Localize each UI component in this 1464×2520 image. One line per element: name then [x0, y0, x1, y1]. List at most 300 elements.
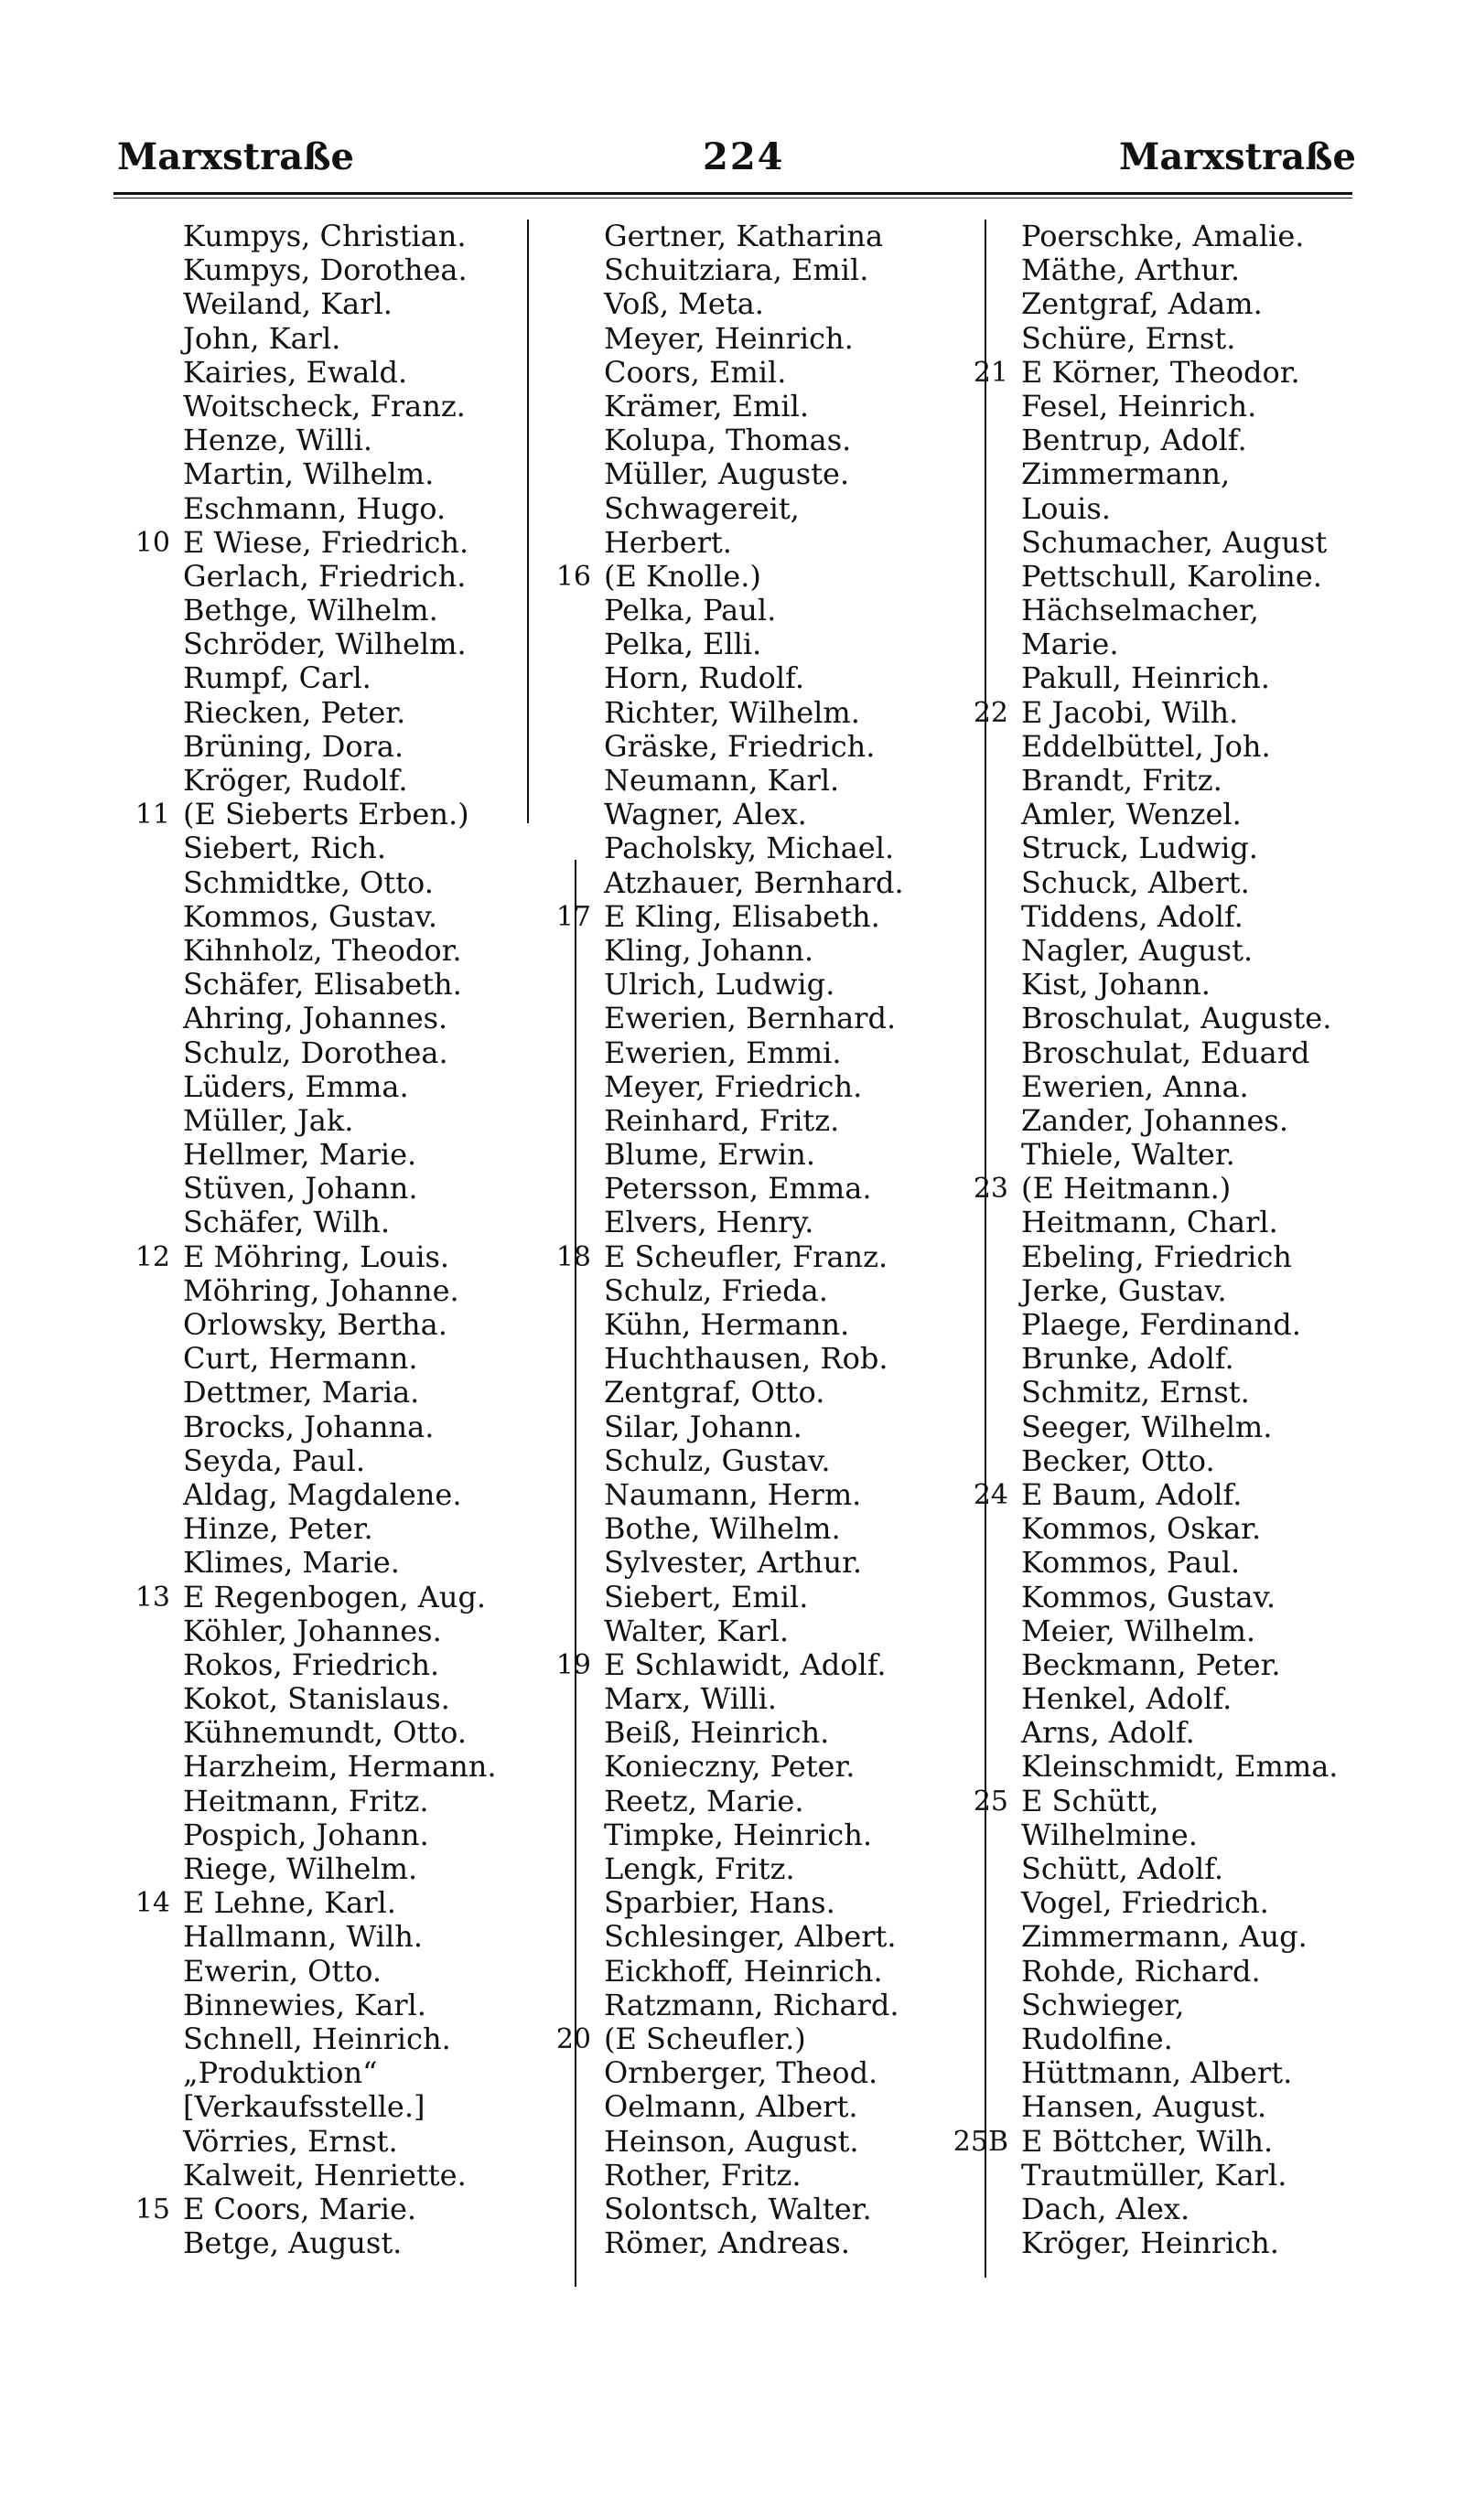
directory-entry: [183, 1274, 497, 1308]
resident-name: Schäfer, Elisabeth.: [183, 967, 462, 1003]
resident-name: Bentrup, Adolf.: [1021, 423, 1247, 458]
directory-entry: [604, 457, 904, 491]
directory-entry: [1021, 1308, 1338, 1342]
resident-name: Pettschull, Karoline.: [1021, 558, 1322, 594]
directory-entry: [1021, 1138, 1338, 1172]
directory-entry: [1021, 1920, 1338, 1954]
directory-entry: [1021, 1581, 1338, 1614]
directory-entry: [1021, 1444, 1338, 1478]
directory-entry: [1021, 866, 1338, 900]
directory-entry: [183, 1512, 497, 1546]
directory-entry: [183, 1785, 497, 1818]
directory-entry: [604, 1852, 904, 1886]
column-divider-1a: [527, 220, 529, 823]
resident-name: Poerschke, Amalie.: [1021, 219, 1305, 253]
resident-name: Kling, Johann.: [604, 932, 813, 968]
directory-entry: [555, 1239, 904, 1274]
directory-entry: [604, 1614, 904, 1648]
directory-entry: [604, 253, 904, 287]
directory-entry: [1021, 1070, 1338, 1104]
resident-name: Rumpf, Carl.: [183, 660, 371, 696]
resident-name: Brocks, Johanna.: [183, 1409, 435, 1444]
resident-name: Müller, Jak.: [183, 1102, 354, 1138]
directory-entry: [183, 253, 497, 287]
resident-name: Heinson, August.: [604, 2123, 859, 2159]
resident-name: Vogel, Friedrich.: [1021, 1885, 1269, 1921]
directory-entry: [183, 764, 497, 798]
resident-name: E Schütt,: [1021, 1783, 1159, 1818]
directory-entry: [135, 797, 497, 832]
directory-entry: [183, 1989, 497, 2022]
directory-entry: [183, 1648, 497, 1682]
resident-name: Meyer, Heinrich.: [604, 320, 854, 356]
resident-name: Brüning, Dora.: [183, 728, 404, 764]
house-number: 25B: [953, 2125, 1008, 2158]
resident-name: Rokos, Friedrich.: [183, 1646, 440, 1682]
directory-entry: [183, 1920, 497, 1954]
resident-name: Ewerien, Anna.: [1021, 1068, 1249, 1104]
resident-name: Orlowsky, Bertha.: [183, 1307, 447, 1342]
resident-name: Kleinschmidt, Emma.: [1021, 1749, 1339, 1785]
resident-name: Voß, Meta.: [604, 286, 764, 322]
resident-name: E Wiese, Friedrich.: [183, 524, 469, 560]
house-number: 15: [135, 2193, 170, 2225]
directory-entry: [604, 1002, 904, 1035]
directory-entry: [1021, 560, 1338, 594]
directory-entry: [555, 1646, 904, 1682]
resident-name: Zentgraf, Adam.: [1021, 286, 1263, 322]
directory-entry: [604, 1955, 904, 1989]
directory-entry: [183, 1682, 497, 1716]
directory-entry: [604, 594, 904, 627]
resident-name: Vörries, Ernst.: [183, 2123, 398, 2159]
directory-entry: [183, 2159, 497, 2193]
resident-name: Schwagereit,: [604, 490, 800, 526]
resident-name: Beckmann, Peter.: [1021, 1646, 1281, 1682]
house-number: 19: [555, 1648, 591, 1681]
resident-name: Pospich, Johann.: [183, 1817, 429, 1852]
directory-entry: [1021, 1955, 1338, 1989]
resident-name: Herbert.: [604, 524, 732, 560]
resident-name: Broschulat, Auguste.: [1021, 1001, 1332, 1036]
directory-entry: [1021, 2226, 1338, 2260]
resident-name: Dettmer, Maria.: [183, 1375, 420, 1410]
resident-name: Brandt, Fritz.: [1021, 763, 1222, 798]
resident-name: Eddelbüttel, Joh.: [1021, 728, 1271, 764]
house-number: 21: [973, 356, 1008, 389]
directory-entry: [1021, 2056, 1338, 2090]
directory-entry: [604, 1581, 904, 1614]
directory-entry: [555, 898, 904, 934]
directory-entry: [1021, 492, 1338, 526]
resident-name: Curt, Hermann.: [183, 1341, 418, 1377]
directory-entry: [183, 831, 497, 865]
directory-entry: [604, 1274, 904, 1308]
directory-entry: [183, 1444, 497, 1478]
directory-entry: [183, 1308, 497, 1342]
directory-entry: [183, 1172, 497, 1206]
column-2: [555, 219, 904, 2261]
directory-entry: [1021, 2090, 1338, 2124]
directory-entry: [183, 1546, 497, 1580]
resident-name: Kröger, Heinrich.: [1021, 2225, 1279, 2261]
house-number: 17: [555, 900, 591, 933]
directory-entry: [555, 558, 904, 594]
resident-name: Kommos, Oskar.: [1021, 1511, 1262, 1547]
directory-entry: [183, 1818, 497, 1852]
column-1: [135, 219, 497, 2261]
directory-entry: [604, 730, 904, 764]
directory-entry: [604, 1376, 904, 1410]
directory-entry: [183, 1750, 497, 1784]
directory-entry: [1021, 2159, 1338, 2193]
resident-name: Schuck, Albert.: [1021, 864, 1250, 900]
resident-name: E Lehne, Karl.: [183, 1885, 396, 1921]
directory-entry: [604, 492, 904, 526]
resident-name: Ornberger, Theod.: [604, 2055, 878, 2091]
directory-entry: [1021, 390, 1338, 424]
directory-entry: [183, 1138, 497, 1172]
directory-entry: [604, 390, 904, 424]
directory-entry: [1021, 526, 1338, 560]
resident-name: Kalweit, Henriette.: [183, 2157, 467, 2193]
directory-entry: [183, 457, 497, 491]
directory-entry: [183, 1070, 497, 1104]
running-header-left: Marxstraße: [117, 135, 354, 178]
directory-entry: [183, 900, 497, 934]
resident-name: Zander, Johannes.: [1021, 1102, 1288, 1138]
directory-entry: [183, 390, 497, 424]
directory-entry: [1021, 1206, 1338, 1239]
directory-entry: [604, 661, 904, 695]
resident-name: Eschmann, Hugo.: [183, 490, 447, 526]
directory-entry: [604, 1104, 904, 1138]
directory-entry: [183, 866, 497, 900]
directory-entry: [135, 2191, 497, 2226]
resident-name: Louis.: [1021, 490, 1111, 526]
resident-name: Hansen, August.: [1021, 2089, 1267, 2125]
resident-name: Bothe, Wilhelm.: [604, 1511, 841, 1547]
house-number: 18: [555, 1240, 591, 1273]
directory-entry: [604, 526, 904, 560]
resident-name: E Kling, Elisabeth.: [604, 898, 880, 934]
house-number: 13: [135, 1581, 170, 1614]
directory-entry: [604, 1478, 904, 1512]
resident-name: Köhler, Johannes.: [183, 1613, 442, 1648]
resident-name: Pacholsky, Michael.: [604, 831, 895, 866]
directory-entry: [973, 694, 1338, 730]
resident-name: Lüders, Emma.: [183, 1068, 409, 1104]
directory-entry: [135, 524, 497, 560]
directory-entry: [604, 1036, 904, 1070]
directory-entry: [183, 968, 497, 1002]
resident-name: Nagler, August.: [1021, 932, 1254, 968]
directory-entry: [973, 1783, 1338, 1818]
directory-entry: [1021, 968, 1338, 1002]
header-rule: [113, 192, 1352, 195]
directory-entry: [1021, 1648, 1338, 1682]
resident-name: (E Heitmann.): [1021, 1171, 1232, 1206]
directory-entry: [604, 287, 904, 321]
directory-entry: [604, 798, 904, 831]
resident-name: Aldag, Magdalene.: [183, 1476, 462, 1512]
directory-entry: [1021, 594, 1338, 627]
resident-name: Schröder, Wilhelm.: [183, 627, 467, 662]
resident-name: Amler, Wenzel.: [1021, 797, 1242, 832]
resident-name: Siebert, Rich.: [183, 831, 387, 866]
resident-name: Kairies, Ewald.: [183, 354, 408, 390]
directory-entry: [183, 2090, 497, 2124]
resident-name: Schumacher, August: [1021, 524, 1328, 560]
resident-name: Timpke, Heinrich.: [604, 1817, 872, 1852]
directory-entry: [183, 2125, 497, 2159]
directory-entry: [604, 1138, 904, 1172]
resident-name: (E Knolle.): [604, 558, 761, 594]
directory-entry: [1021, 1036, 1338, 1070]
directory-entry: [1021, 322, 1338, 356]
resident-name: Müller, Auguste.: [604, 456, 850, 492]
directory-entry: [135, 1579, 497, 1614]
directory-entry: [604, 2226, 904, 2260]
directory-entry: [604, 831, 904, 865]
directory-entry: [183, 730, 497, 764]
resident-name: Kokot, Stanislaus.: [183, 1681, 450, 1717]
resident-name: E Möhring, Louis.: [183, 1239, 450, 1274]
directory-entry: [1021, 2022, 1338, 2056]
resident-name: Gertner, Katharina: [604, 219, 884, 253]
directory-entry: [1021, 424, 1338, 457]
resident-name: Neumann, Karl.: [604, 763, 840, 798]
resident-name: Seyda, Paul.: [183, 1442, 366, 1478]
directory-entry: [1021, 1002, 1338, 1035]
resident-name: Hellmer, Marie.: [183, 1137, 417, 1173]
resident-name: Silar, Johann.: [604, 1409, 802, 1444]
resident-name: Sylvester, Arthur.: [604, 1545, 863, 1581]
resident-name: Klimes, Marie.: [183, 1545, 400, 1581]
resident-name: Ahring, Johannes.: [183, 1001, 448, 1036]
resident-name: Beiß, Heinrich.: [604, 1715, 830, 1751]
resident-name: Trautmüller, Karl.: [1021, 2157, 1287, 2193]
resident-name: Kihnholz, Theodor.: [183, 932, 462, 968]
directory-entry: [604, 1682, 904, 1716]
directory-entry: [1021, 1989, 1338, 2022]
resident-name: Harzheim, Hermann.: [183, 1749, 497, 1785]
directory-entry: [1021, 1750, 1338, 1784]
resident-name: Hüttmann, Albert.: [1021, 2055, 1293, 2091]
directory-entry: [604, 764, 904, 798]
resident-name: Petersson, Emma.: [604, 1171, 872, 1206]
directory-entry: [604, 1172, 904, 1206]
resident-name: Zimmermann,: [1021, 456, 1231, 492]
resident-name: Schmitz, Ernst.: [1021, 1375, 1250, 1410]
resident-name: Gerlach, Friedrich.: [183, 558, 467, 594]
directory-entry: [183, 322, 497, 356]
directory-entry: [604, 322, 904, 356]
resident-name: E Schlawidt, Adolf.: [604, 1646, 887, 1682]
directory-entry: [183, 2226, 497, 2260]
resident-name: Schütt, Adolf.: [1021, 1851, 1224, 1886]
resident-name: Plaege, Ferdinand.: [1021, 1307, 1301, 1342]
resident-name: E Regenbogen, Aug.: [183, 1579, 487, 1614]
directory-entry: [604, 934, 904, 968]
resident-name: Huchthausen, Rob.: [604, 1341, 888, 1377]
resident-name: Brunke, Adolf.: [1021, 1341, 1234, 1377]
directory-entry: [1021, 798, 1338, 831]
resident-name: Schüre, Ernst.: [1021, 320, 1236, 356]
directory-entry: [183, 1410, 497, 1444]
directory-entry: [183, 1376, 497, 1410]
resident-name: Schäfer, Wilh.: [183, 1205, 391, 1240]
resident-name: Wagner, Alex.: [604, 797, 807, 832]
resident-name: Reinhard, Fritz.: [604, 1102, 840, 1138]
resident-name: Tiddens, Adolf.: [1021, 898, 1243, 934]
resident-name: Wilhelmine.: [1021, 1817, 1198, 1852]
directory-entry: [183, 934, 497, 968]
directory-entry: [604, 1716, 904, 1750]
directory-entry: [604, 1750, 904, 1784]
directory-entry: [183, 1342, 497, 1376]
directory-entry: [183, 1852, 497, 1886]
house-number: 25: [973, 1785, 1008, 1818]
directory-entry: [183, 1002, 497, 1035]
resident-name: Becker, Otto.: [1021, 1442, 1215, 1478]
resident-name: Sparbier, Hans.: [604, 1885, 835, 1921]
house-number: 20: [555, 2022, 591, 2055]
resident-name: Elvers, Henry.: [604, 1205, 814, 1240]
directory-entry: [1021, 1342, 1338, 1376]
resident-name: Reetz, Marie.: [604, 1783, 804, 1818]
house-number: 23: [973, 1173, 1008, 1206]
resident-name: Seeger, Wilhelm.: [1021, 1409, 1273, 1444]
directory-entry: [1021, 1274, 1338, 1308]
resident-name: E Jacobi, Wilh.: [1021, 694, 1239, 730]
resident-name: Schnell, Heinrich.: [183, 2021, 451, 2056]
resident-name: Kühnemundt, Otto.: [183, 1715, 468, 1751]
directory-entry: [1021, 1886, 1338, 1920]
page-number: 224: [703, 135, 785, 178]
resident-name: Heitmann, Fritz.: [183, 1783, 429, 1818]
resident-name: E Scheufler, Franz.: [604, 1239, 888, 1274]
resident-name: Pelka, Elli.: [604, 627, 762, 662]
resident-name: Meyer, Friedrich.: [604, 1068, 863, 1104]
resident-name: Thiele, Walter.: [1021, 1137, 1235, 1173]
resident-name: Kist, Johann.: [1021, 967, 1211, 1003]
directory-entry: [1021, 1716, 1338, 1750]
resident-name: Bethge, Wilhelm.: [183, 593, 438, 628]
directory-entry: [604, 1206, 904, 1239]
directory-entry: [135, 1885, 497, 1921]
resident-name: Gräske, Friedrich.: [604, 728, 876, 764]
directory-entry: [604, 968, 904, 1002]
directory-entry: [604, 2056, 904, 2090]
resident-name: Römer, Andreas.: [604, 2225, 850, 2261]
directory-entry: [604, 2125, 904, 2159]
resident-name: Krämer, Emil.: [604, 388, 810, 424]
resident-name: Atzhauer, Bernhard.: [604, 864, 904, 900]
directory-entry: [604, 1989, 904, 2022]
directory-entry: [604, 1308, 904, 1342]
column-divider-1b: [575, 860, 576, 2287]
resident-name: Kommos, Paul.: [1021, 1545, 1241, 1581]
directory-entry: [1021, 287, 1338, 321]
directory-entry: [604, 1785, 904, 1818]
directory-entry: [604, 1886, 904, 1920]
resident-name: Martin, Wilhelm.: [183, 456, 435, 492]
directory-entry: [1021, 661, 1338, 695]
resident-name: Kolupa, Thomas.: [604, 423, 852, 458]
house-number: 22: [973, 696, 1008, 729]
directory-entry: [604, 1920, 904, 1954]
resident-name: Rother, Fritz.: [604, 2157, 802, 2193]
resident-name: Eickhoff, Heinrich.: [604, 1953, 883, 1989]
directory-entry: [1021, 1104, 1338, 1138]
resident-name: (E Sieberts Erben.): [183, 797, 469, 832]
directory-entry: [1021, 764, 1338, 798]
directory-entry: [604, 1818, 904, 1852]
directory-entry: [183, 560, 497, 594]
resident-name: Stüven, Johann.: [183, 1171, 418, 1206]
directory-entry: [1021, 1512, 1338, 1546]
resident-name: Kröger, Rudolf.: [183, 763, 408, 798]
directory-entry: [973, 354, 1338, 390]
resident-name: Siebert, Emil.: [604, 1579, 809, 1614]
directory-entry: [604, 1546, 904, 1580]
resident-name: Lengk, Fritz.: [604, 1851, 795, 1886]
resident-name: Riege, Wilhelm.: [183, 1851, 418, 1886]
resident-name: Kumpys, Dorothea.: [183, 252, 468, 288]
resident-name: Weiland, Karl.: [183, 286, 393, 322]
resident-name: Binnewies, Karl.: [183, 1987, 426, 2022]
directory-entry: [183, 1716, 497, 1750]
directory-entry: [1021, 1410, 1338, 1444]
resident-name: Horn, Rudolf.: [604, 660, 804, 696]
directory-entry: [183, 594, 497, 627]
house-number: 10: [135, 526, 170, 559]
resident-name: Walter, Karl.: [604, 1613, 790, 1648]
column-divider-2: [985, 220, 986, 2278]
directory-entry: [1021, 1614, 1338, 1648]
resident-name: Richter, Wilhelm.: [604, 694, 860, 730]
resident-name: Kommos, Gustav.: [183, 898, 438, 934]
directory-entry: [183, 1036, 497, 1070]
house-number: 12: [135, 1240, 170, 1273]
column-3: [953, 219, 1339, 2261]
resident-name: E Körner, Theodor.: [1021, 354, 1300, 390]
running-header-right: Marxstraße: [1119, 135, 1356, 178]
resident-name: Ewerin, Otto.: [183, 1953, 382, 1989]
resident-name: Riecken, Peter.: [183, 694, 406, 730]
resident-name: Oelmann, Albert.: [604, 2089, 858, 2125]
directory-entry: [183, 1614, 497, 1648]
resident-name: Konieczny, Peter.: [604, 1749, 856, 1785]
resident-name: Schlesinger, Albert.: [604, 1919, 897, 1955]
resident-name: „Produktion“: [183, 2055, 378, 2091]
directory-entry: [183, 627, 497, 661]
resident-name: Dach, Alex.: [1021, 2191, 1190, 2226]
directory-entry: [604, 1410, 904, 1444]
resident-name: Marie.: [1021, 627, 1119, 662]
directory-entry: [604, 2090, 904, 2124]
directory-entry: [183, 424, 497, 457]
directory-entry: [604, 2159, 904, 2193]
directory-entry: [183, 1206, 497, 1239]
directory-entry: [1021, 934, 1338, 968]
directory-entry: [604, 220, 904, 253]
directory-entry: [1021, 1818, 1338, 1852]
resident-name: Schuitziara, Emil.: [604, 252, 869, 288]
resident-name: Marx, Willi.: [604, 1681, 777, 1717]
resident-name: Zimmermann, Aug.: [1021, 1919, 1308, 1955]
